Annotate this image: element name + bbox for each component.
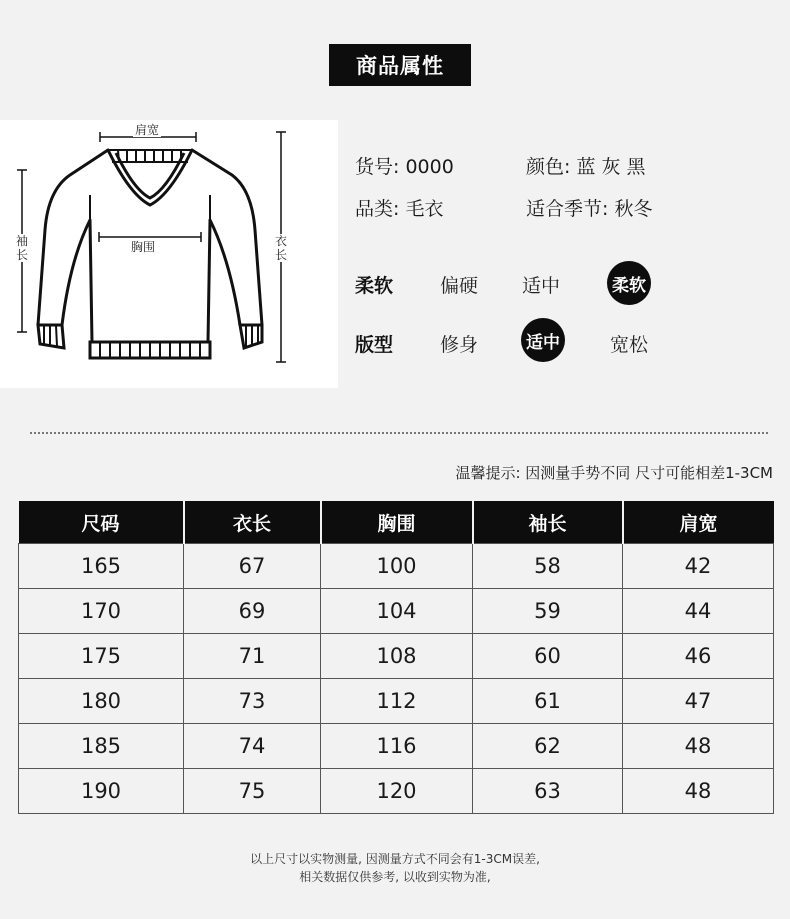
cell-length: 67 [184, 544, 321, 589]
measurement-tip: 温馨提示: 因测量手势不同 尺寸可能相差1-3CM [455, 464, 773, 482]
table-row [19, 634, 774, 679]
header-shoulder: 肩宽 [623, 501, 774, 544]
sleeve-length-label: 袖长 [15, 234, 28, 262]
fit-option-regular-selected: 适中 [521, 318, 565, 362]
fit-option-loose: 宽松 [610, 334, 649, 356]
cell-sleeve: 61 [473, 679, 623, 724]
softness-option-soft-selected: 柔软 [607, 261, 651, 305]
cell-size: 190 [19, 769, 184, 814]
size-table-header [19, 501, 774, 544]
table-row [19, 589, 774, 634]
softness-option-hard: 偏硬 [440, 275, 479, 297]
cell-shoulder: 47 [623, 679, 774, 724]
cell-size: 170 [19, 589, 184, 634]
cell-chest: 116 [321, 724, 473, 769]
color-attr: 颜色: 蓝 灰 黑 [526, 156, 646, 178]
cell-chest: 108 [321, 634, 473, 679]
footnote-line-1: 以上尺寸以实物测量, 因测量方式不同会有1-3CM误差, [250, 852, 540, 866]
cell-chest: 112 [321, 679, 473, 724]
section-title: 商品属性 [329, 44, 471, 86]
cell-chest: 104 [321, 589, 473, 634]
fit-option-slim: 修身 [440, 334, 479, 356]
cell-size: 165 [19, 544, 184, 589]
header-sleeve: 袖长 [473, 501, 623, 544]
dotted-divider [30, 432, 768, 434]
footnote-line-2: 相关数据仅供参考, 以收到实物为准, [299, 870, 491, 884]
softness-label: 柔软 [355, 275, 394, 297]
cell-size: 185 [19, 724, 184, 769]
cell-length: 74 [184, 724, 321, 769]
cell-chest: 100 [321, 544, 473, 589]
cell-shoulder: 42 [623, 544, 774, 589]
cell-sleeve: 59 [473, 589, 623, 634]
cell-sleeve: 60 [473, 634, 623, 679]
cell-sleeve: 63 [473, 769, 623, 814]
chest-label: 胸围 [131, 240, 156, 254]
cell-shoulder: 48 [623, 724, 774, 769]
cell-length: 69 [184, 589, 321, 634]
shoulder-width-label: 肩宽 [135, 123, 160, 137]
cell-chest: 120 [321, 769, 473, 814]
sweater-measure-diagram [0, 120, 338, 388]
cell-shoulder: 44 [623, 589, 774, 634]
fit-label: 版型 [355, 334, 394, 356]
season-attr: 适合季节: 秋冬 [526, 198, 653, 220]
table-row [19, 769, 774, 814]
item-number: 货号: 0000 [355, 156, 454, 178]
size-chart-table [18, 501, 774, 814]
table-row [19, 544, 774, 589]
cell-size: 175 [19, 634, 184, 679]
cell-shoulder: 48 [623, 769, 774, 814]
header-size: 尺码 [19, 501, 184, 544]
category-attr: 品类: 毛衣 [355, 198, 444, 220]
body-length-label: 衣长 [274, 234, 287, 262]
table-row [19, 679, 774, 724]
cell-sleeve: 62 [473, 724, 623, 769]
header-chest: 胸围 [321, 501, 473, 544]
cell-shoulder: 46 [623, 634, 774, 679]
cell-length: 75 [184, 769, 321, 814]
table-row [19, 724, 774, 769]
cell-size: 180 [19, 679, 184, 724]
cell-sleeve: 58 [473, 544, 623, 589]
cell-length: 73 [184, 679, 321, 724]
cell-length: 71 [184, 634, 321, 679]
softness-option-medium: 适中 [522, 275, 561, 297]
header-length: 衣长 [184, 501, 321, 544]
